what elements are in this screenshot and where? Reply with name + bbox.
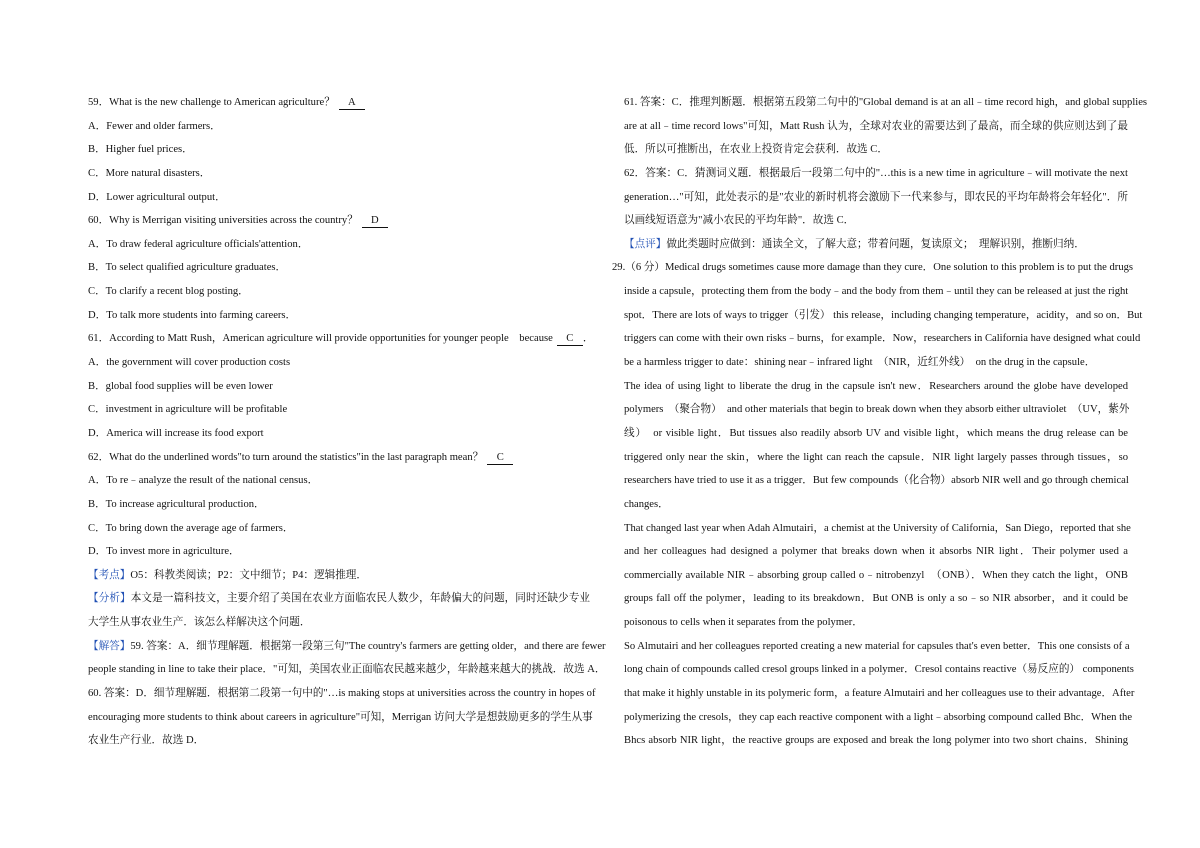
passage-line: polymers （聚合物） and other materials that begin to break down when they absorb either ultraviolet （UV，紫外 bbox=[624, 404, 1130, 416]
kaodian-tag: 【考点】 bbox=[88, 569, 131, 581]
option: B．Higher fuel prices． bbox=[88, 144, 193, 156]
passage-line: triggered only near the skin，where the light can reach the capsule．NIR light largely passes through tissues，so bbox=[624, 451, 1128, 463]
answer-blank: C bbox=[557, 333, 583, 346]
option: C．More natural disasters． bbox=[88, 167, 211, 179]
passage-line: 29.（6 分）Medical drugs sometimes cause more damage than they cure．One solution to this problem is to put the drugs bbox=[612, 262, 1134, 274]
fenxi-tag: 【分析】 bbox=[88, 593, 131, 605]
question-59 bbox=[88, 91, 590, 115]
passage-line: The idea of using light to liberate the drug in the capsule isn't new．Researchers around the globe have developed bbox=[624, 380, 1128, 392]
option: B．To select qualified agriculture graduates． bbox=[88, 262, 287, 274]
question-tail: ． bbox=[582, 333, 594, 345]
question-stem: 60．Why is Merrigan visiting universities across the country？ bbox=[88, 215, 358, 227]
passage-line: long chain of compounds called cresol groups linked in a polymer．Cresol contains reactive（易反应的） components bbox=[624, 664, 1134, 676]
passage-line: poisonous to cells when it separates from the polymer． bbox=[624, 617, 863, 629]
option: B．To increase agricultural production． bbox=[88, 498, 265, 510]
question-62 bbox=[88, 446, 590, 470]
passage-line: groups fall off the polymer，leading to its breakdown．But ONB is only a so﹣so NIR absorber，and it could be bbox=[624, 593, 1128, 605]
passage-29 bbox=[612, 256, 1143, 752]
answer-blank: D bbox=[362, 215, 388, 228]
answer-62-line: 62．答案：C．猜测词义题．根据最后一段第二句中的"…this is a new time in agriculture﹣will motivate the next bbox=[624, 167, 1128, 179]
left-column bbox=[88, 91, 606, 753]
option: A．the government will cover production costs bbox=[88, 357, 291, 369]
fenxi-line bbox=[88, 587, 590, 611]
question-61 bbox=[88, 327, 594, 351]
option: A．To draw federal agriculture officials'attention． bbox=[88, 238, 309, 250]
right-column bbox=[612, 91, 1148, 753]
answer-61-line: are at all﹣time record lows"可知，Matt Rush 认为，全球对农业的需要达到了最高，而全球的供应则达到了最 bbox=[624, 120, 1128, 132]
option: B．global food supplies will be even lower bbox=[88, 380, 273, 392]
passage-line: commercially available NIR﹣absorbing group called o﹣nitrobenzyl （ONB）．When they catch the light，ONB bbox=[624, 569, 1128, 581]
passage-line: and her colleagues had designed a polymer that breaks down when it absorbs NIR light．Their polymer used a bbox=[624, 546, 1128, 558]
answer-blank: A bbox=[339, 97, 365, 110]
passage-line: that make it highly unstable in its polymeric form，a feature Almutairi and her colleagues use to their advantage．After bbox=[624, 688, 1135, 700]
fenxi-text: 本文是一篇科技文，主要介绍了美国在农业方面临农民人数少，年龄偏大的问题，同时还缺少专业 bbox=[130, 593, 590, 605]
jieda-line: encouraging more students to think about careers in agriculture"可知，Merrigan 访问大学是想鼓励更多的学生从事 bbox=[88, 711, 593, 723]
jieda-line: 农业生产行业．故选 D． bbox=[88, 735, 205, 747]
answer-61-line: 低．所以可推断出，在农业上投资肯定会获利．故选 C． bbox=[624, 144, 888, 156]
passage-line: polymerizing the cresols，they cap each reactive component with a light﹣absorbing compound called Bhc．When the bbox=[624, 711, 1133, 723]
answer-62-line: generation…"可知，此处表示的是"农业的新时机将会激励下一代来参与，即农民的平均年龄将会年轻化"．所 bbox=[624, 191, 1128, 203]
kaodian-text: O5：科教类阅读；P2：文中细节；P4：逻辑推理． bbox=[130, 569, 367, 581]
jieda-line: 60. 答案：D．细节理解题．根据第二段第一句中的"…is making stops at universities across the country in hopes of bbox=[88, 688, 596, 700]
passage-line: triggers can come with their own risks﹣burns，for example．Now，researchers in California have designed what could bbox=[624, 333, 1141, 345]
question-stem: 59．What is the new challenge to American agriculture？ bbox=[88, 97, 335, 108]
option: D．Lower agricultural output． bbox=[88, 191, 226, 203]
passage-line: That changed last year when Adah Almutairi，a chemist at the University of California，San Diego，reported that she bbox=[624, 522, 1131, 534]
kaodian-note bbox=[88, 564, 590, 588]
jieda-text: 59. 答案：A．细节理解题．根据第一段第三句"The country's farmers are getting older，and there are fewer bbox=[130, 640, 606, 652]
dianping-text: 做此类题时应做到：通读全文，了解大意；带着问题，复读原文； 理解识别，推断归纳． bbox=[666, 238, 1085, 250]
question-60 bbox=[88, 209, 590, 233]
option: C．To bring down the average age of farmers． bbox=[88, 522, 294, 534]
passage-line: Bhcs absorb NIR light，the reactive groups are exposed and break the long polymer into two short chains．Shining bbox=[624, 735, 1128, 747]
jieda-line bbox=[88, 635, 606, 659]
fenxi-line: 大学生从事农业生产．该怎么样解决这个问题． bbox=[88, 617, 311, 629]
passage-line: changes． bbox=[624, 498, 669, 510]
question-stem: 61．According to Matt Rush，American agriculture will provide opportunities for younger people because bbox=[88, 333, 553, 345]
answer-62-line: 以画线短语意为"减小农民的平均年龄"．故选 C． bbox=[624, 215, 855, 227]
option: A．To re﹣analyze the result of the national census． bbox=[88, 475, 319, 487]
jieda-tag: 【解答】 bbox=[88, 640, 131, 652]
passage-line: be a harmless trigger to date：shining near﹣infrared light （NIR，近红外线） on the drug in the capsule． bbox=[624, 357, 1096, 369]
option: A．Fewer and older farmers． bbox=[88, 120, 221, 132]
option: C．investment in agriculture will be profitable bbox=[88, 404, 288, 416]
answer-61-line: 61. 答案：C．推理判断题．根据第五段第二句中的"Global demand is at an all﹣time record high，and global supplies bbox=[624, 97, 1148, 108]
dianping-note bbox=[624, 233, 1128, 257]
dianping-tag: 【点评】 bbox=[624, 238, 667, 250]
passage-line: spot．There are lots of ways to trigger（引发） this release，including changing temperature，acidity，and so on．But bbox=[624, 309, 1143, 321]
option: C．To clarify a recent blog posting． bbox=[88, 286, 249, 298]
passage-line: researchers have tried to use it as a trigger．But few compounds（化合物）absorb NIR well and go through chemical bbox=[624, 475, 1129, 487]
passage-line: So Almutairi and her colleagues reported creating a new material for capsules that's even better．This one consists of a bbox=[624, 640, 1130, 652]
jieda-line: people standing in line to take their place．"可知，美国农业正面临农民越来越少，年龄越来越大的挑战．故选 A． bbox=[88, 664, 606, 676]
option: D．To invest more in agriculture． bbox=[88, 546, 240, 558]
option: D．To talk more students into farming careers． bbox=[88, 309, 297, 321]
passage-line: 线） or visible light．But tissues also readily absorb UV and visible light，which means the drug release can be bbox=[624, 427, 1128, 439]
option: D．America will increase its food export bbox=[88, 427, 264, 439]
question-stem: 62．What do the underlined words"to turn around the statistics"in the last paragraph mean？ bbox=[88, 451, 484, 463]
answer-blank: C bbox=[487, 452, 513, 465]
passage-line: inside a capsule，protecting them from the body﹣and the body from them﹣until they can be released at just the right bbox=[624, 286, 1129, 298]
